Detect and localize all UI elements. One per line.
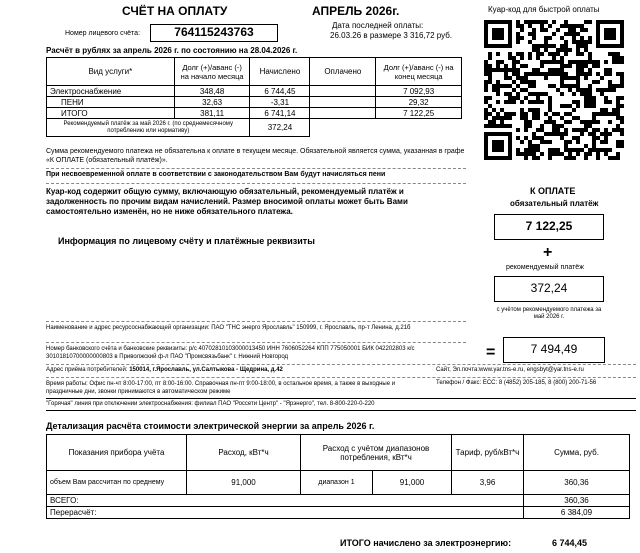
calc-heading: Расчёт в рублях за апрель 2026 г. по состоянию на 28.04.2026 г. xyxy=(46,46,298,55)
recommended-label: Рекомендуемый платёж за май 2026 г. (по среднемесячному потреблению или нормативу) xyxy=(47,119,250,137)
detail-table xyxy=(46,434,630,519)
col-range-usage: Расход с учётом диапазонов потребления, кВт*ч xyxy=(301,435,452,471)
bank-requisites: Номер банковского счёта и банковские реквизиты: р/с 40702810103000013450 ИНН 7606052264 КПП 775050001 БИК 042202803 к/с 30101810700000000803 в Приволжский ф-л ПАО "Промсвязьбанк" г. Нижний Новгород xyxy=(46,346,415,360)
org-requisites: Наименование и адрес ресурсоснабжающей организации: ПАО "ТНС энерго Ярославль" 150999, г. Ярославль, пр-т Ленина, д.21б xyxy=(46,325,411,331)
site-email: Сайт, Эл.почта:www.yar.tns-e.ru, engsbyt@yar.tns-e.ru xyxy=(436,367,584,373)
hotline: "Горячая" линия при отключении электроснабжения: филиал ПАО "Россети Центр" - "Ярэнерго", тел. 8-800-220-0-220 xyxy=(46,401,375,407)
account-number: 764115243763 xyxy=(150,24,278,42)
to-pay-label: К ОПЛАТЕ xyxy=(530,186,576,196)
note-recommended: Сумма рекомендуемого платежа не обязательна к оплате в текущем месяце. Обязательной является сумма, указанная в графе «К ОПЛАТЕ (обязательный платёж)». xyxy=(46,148,465,164)
col-end: Долг (+)/аванс (-) на конец месяца xyxy=(376,58,462,86)
final-total-label: ИТОГО начислено за электроэнергию: xyxy=(340,538,512,548)
with-recommended-label: с учётом рекомендуемого платежа за май 2026 г. xyxy=(496,307,602,320)
recommended-pay-value: 372,24 xyxy=(494,276,604,302)
total-label: ВСЕГО: xyxy=(47,495,524,507)
total-row xyxy=(47,495,630,507)
table-row: ПЕНИ 32,63 -3,31 29,32 xyxy=(47,97,462,108)
bill-period: АПРЕЛЬ 2026г. xyxy=(312,4,400,18)
address-value: 150014, г.Ярославль, ул.Салтыкова - Щедрина, д.42 xyxy=(129,367,283,373)
col-charged: Начислено xyxy=(250,58,310,86)
recommended-pay-label: рекомендуемый платёж xyxy=(506,264,584,271)
last-payment-value: 26.03.26 в размере 3 316,72 руб. xyxy=(330,31,452,40)
total-value: 360,36 xyxy=(524,495,630,507)
calc-table xyxy=(46,57,462,137)
qr-code xyxy=(484,20,624,160)
recommended-row xyxy=(47,119,462,137)
mandatory-value: 7 122,25 xyxy=(494,214,604,240)
plus-sign: + xyxy=(543,244,553,261)
table-row: Электроснабжение 348,48 6 744,45 7 092,93 xyxy=(47,86,462,97)
detail-heading: Детализация расчёта стоимости электрической энергии за апрель 2026 г. xyxy=(46,421,375,431)
account-label: Номер лицевого счёта: xyxy=(65,30,141,37)
table-row: ИТОГО 381,11 6 741,14 7 122,25 xyxy=(47,108,462,119)
recommended-value: 372,24 xyxy=(250,119,310,137)
final-total-value: 6 744,45 xyxy=(552,538,588,548)
address-line xyxy=(46,367,283,373)
note-penalty: При несвоевременной оплате в соответствии с законодательством Вам будут начисляться пени xyxy=(46,171,386,178)
recalc-label: Перерасчёт: xyxy=(47,507,524,519)
mandatory-label: обязательный платёж xyxy=(510,199,599,208)
address-label: Адрес приёма потребителей: xyxy=(46,367,128,373)
col-paid: Оплачено xyxy=(310,58,376,86)
col-tariff: Тариф, руб/кВт*ч xyxy=(452,435,524,471)
col-meter: Показания прибора учёта xyxy=(47,435,187,471)
bill-title: СЧЁТ НА ОПЛАТУ xyxy=(122,4,228,18)
qr-caption: Куар-код для быстрой оплаты xyxy=(488,5,600,14)
info-heading: Информация по лицевому счёту и платёжные реквизиты xyxy=(58,236,315,246)
equals-sign: = xyxy=(486,344,496,361)
col-service: Вид услуги* xyxy=(47,58,175,86)
total-pay-value: 7 494,49 xyxy=(503,337,605,363)
col-start: Долг (+)/аванс (-) на начало месяца xyxy=(174,58,250,86)
recalc-value: 6 384,09 xyxy=(524,507,630,519)
phone-fax: Телефон / Факс: ЕСС: 8 (4852) 205-185, 8 (800) 200-71-56 xyxy=(436,380,597,386)
col-sum: Сумма, руб. xyxy=(524,435,630,471)
recalc-row xyxy=(47,507,630,519)
table-row: объем Вам рассчитан по среднему 91,000 диапазон 1 91,000 3,96 360,36 xyxy=(47,471,630,495)
col-usage: Расход, кВт*ч xyxy=(187,435,301,471)
work-hours: Время работы: Офис пн-чт 8:00-17:00, пт 8:00-16:00. Справочная пн-пт 9:00-18:00, в остальное время, а также в выходные и праздничные дни, звонки принимаются в автоматическом режиме xyxy=(46,381,396,395)
note-qr: Куар-код содержит общую сумму, включающую обязательный, рекомендуемый платёж и задолженность по прочим видам начислений. Размер вносимой оплаты может быть Вами самостоятельно изменён, но не ниже обязательного платежа. xyxy=(46,187,408,216)
last-payment-label: Дата последней оплаты: xyxy=(332,21,424,30)
